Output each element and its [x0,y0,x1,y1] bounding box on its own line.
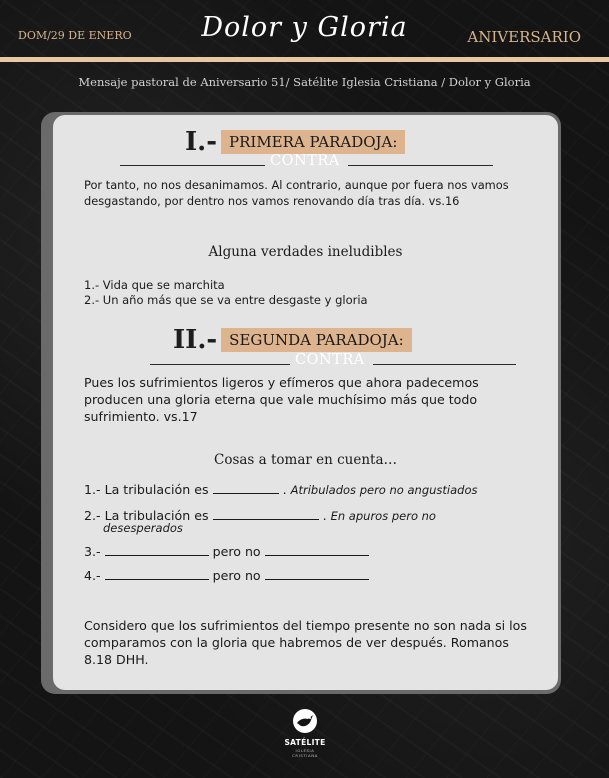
fill-in-blank[interactable] [105,544,209,556]
fill-in-blank[interactable] [213,508,319,520]
list-item: 3.- pero no [84,544,369,559]
header-bar [0,0,609,60]
item-note: Atribulados pero no angustiados [290,483,478,497]
logo-subtitle: IGLESIA CRISTIANA [292,748,318,758]
fill-in-blank[interactable] [265,568,369,580]
blank-line [150,364,290,365]
list-item: 1.- La tribulación es . Atribulados pero no angustiados [84,482,478,497]
blank-line [373,364,516,365]
fill-in-blank[interactable] [265,544,369,556]
subtitle: Mensaje pastoral de Aniversario 51/ Satélite Iglesia Cristiana / Dolor y Gloria [78,75,531,89]
header-divider [0,57,609,62]
blank-line [348,165,493,166]
church-logo [282,708,328,758]
section2-roman: II.- [173,325,218,355]
logo-name: SATÉLITE [284,738,326,747]
list-item: 4.- pero no [84,568,369,583]
list-item: 1.- Vida que se marchita [84,278,225,292]
section2-subheading: Cosas a tomar en cuenta… [213,452,398,468]
section2-contra-row [150,352,518,372]
section2-contra: CONTRA [295,352,365,368]
item-note: En apuros pero no [330,509,436,523]
section1-roman: I.- [185,127,218,157]
date-label: DOM/29 DE ENERO [18,29,132,42]
section2-paragraph: Pues los sufrimientos ligeros y efímeros que ahora padecemos producen una gloria eterna que vale muchísimo más que todo sufrimiento. vs.17 [84,375,479,424]
anniversary-label: ANIVERSARIO [467,28,581,46]
section1-contra: CONTRA [270,153,340,169]
fill-in-blank[interactable] [213,482,279,494]
list-item: 2.- La tribulación es . En apuros pero no [84,508,436,523]
section2-heading [173,325,412,355]
closing-paragraph: Considero que los sufrimientos del tiempo presente no son nada si los comparamos con la gloria que habremos de ver después. Romanos 8.18 DHH. [84,618,527,667]
section1-subheading: Alguna verdades ineludibles [208,244,403,260]
section1-label: PRIMERA PARADOJA: [221,130,405,154]
blank-line [120,165,265,166]
item-note-continued: desesperados [103,521,183,535]
fill-in-blank[interactable] [105,568,209,580]
section2-label: SEGUNDA PARADOJA: [221,328,412,352]
section1-contra-row [120,153,495,173]
section1-paragraph: Por tanto, no nos desanimamos. Al contrario, aunque por fuera nos vamos desgastando, por dentro nos vamos renovando día tras día. vs.16 [84,178,509,208]
dove-icon [291,708,319,734]
page-title: Dolor y Gloria [201,12,408,43]
list-item: 2.- Un año más que se va entre desgaste y gloria [84,293,368,307]
